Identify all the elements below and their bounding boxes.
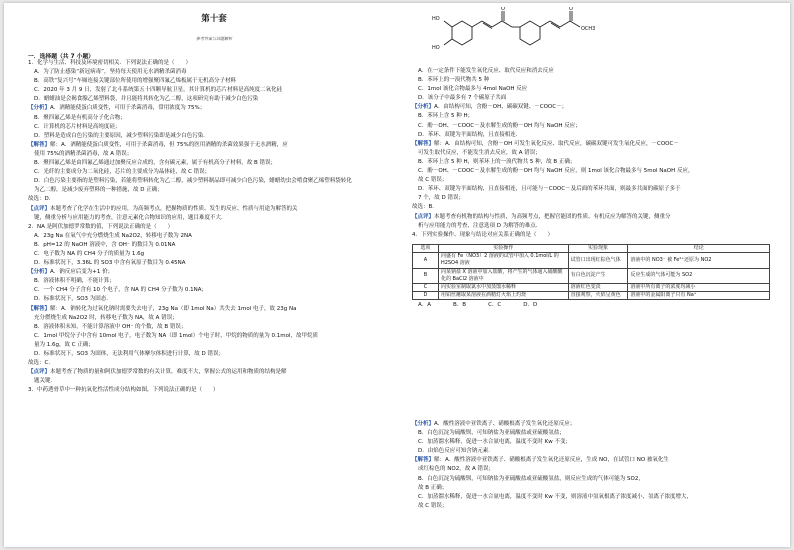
text-line: C．1mol 该化合物最多与 4mol NaOH 反应	[418, 86, 528, 93]
table-cell: D	[413, 292, 439, 300]
text-line: 1．化学与生活、科技及环境密切相关．下列说法正确的是（ ）	[28, 60, 192, 66]
text-line: A．23g Na 在氧气中充分燃烧生成 Na2O2，转移电子数为 2NA	[34, 232, 192, 239]
annotation-tag: 【解答】	[412, 457, 435, 464]
text-line: C．一个 CH4 分子含有 10 个电子，含 NA 的 CH4 分子数为 0.1NA；	[34, 287, 208, 294]
text-line: D．该分子中最多有 7 个碳原子共面	[418, 95, 507, 102]
text-line: C．加蒸馏水稀释，促进一水合氨电离，温度不变时 Kw 不变，则溶液中氢氧根离子浓度减小、氢离子浓度增大，	[418, 493, 692, 500]
annotation-tag: 【点评】	[412, 213, 435, 220]
annotation-text: A．酸性溶液中亚铁离子、硝酸根离子发生氧化还原反应；	[434, 421, 576, 427]
text-line: A．为了防止感染“新冠病毒”，坚持每天使用无水酒精杀菌消毒	[34, 69, 187, 76]
text-line	[28, 268, 400, 277]
text-line: 4．下列实验操作、现象与结论对应关系正确的是（ ）	[412, 231, 554, 238]
text-line: C．计算机的芯片材料是高纯度硅；	[34, 123, 121, 130]
text-line: 充分燃烧生成 Na2O2 时，转移电子数为 NA，故 A 错误；	[34, 314, 178, 321]
text-line: 成红棕色的 NO2，故 A 错误；	[418, 466, 494, 473]
annotation-text: 本题考查有机物的结构与性质，为高频考点，把握官能团的性质、有机反应为解答的关键，侧重分	[434, 213, 671, 220]
text-line	[412, 140, 784, 149]
text-line: B．高铁“复兴号”车厢连接关键部位所使用的增强聚四氟乙烯板属于无机高分子材料	[34, 78, 236, 85]
text-line: D．蜡蜡油是会褐食腺乙烯塑料袋，并且能将其转化为乙二醇，这项研究有助于减少白色污染	[34, 96, 259, 103]
table-cell: 溶液中的 NO3⁻ 被 Fe²⁺还原为 NO2	[628, 253, 770, 268]
phenyl-ring	[520, 21, 540, 45]
text-line: 故 B 正确；	[418, 484, 448, 491]
text-line: D．塑料是造成白色污染的主要原因，减少塑料污染即是减少白色污染．	[34, 132, 209, 139]
table-row	[413, 284, 770, 292]
annotation-tag: 【分析】	[28, 269, 51, 276]
text-line: D．苯环、双键为平面结构，且直接相连，且可能与－COOC－及后面的苯环共面，则最多共面的碳原子多于	[418, 186, 681, 193]
text-line	[412, 456, 784, 465]
table-header-cell: 选项	[413, 245, 439, 253]
text-line: B．苯环上的一溴代物共 5 种	[418, 77, 490, 84]
text-line: C．酚－OH、－COOC－及水解生成的酚－OH 均与 NaOH 反应；	[418, 122, 581, 129]
annotation-tag: 【点评】	[28, 369, 51, 376]
text-line: D．标准状况下，SO3 为固态．	[34, 296, 112, 303]
text-line: B．白色沉淀为硫酸钡，可知钠盐为亚硫酸盐或亚硫酸氢盐；	[418, 430, 565, 437]
right-text-block-a	[412, 67, 784, 240]
page-subtitle: 参考答案与试题解析	[196, 36, 232, 41]
text-line: 为乙二醇，是减少废弃塑料的一种措施，故 D 正确；	[34, 187, 163, 194]
text-line: 3．中药透骨草中一种抗氧化性活性成分结构如图，下列说法正确的是（ ）	[28, 387, 219, 394]
annotation-tag: 【解答】	[28, 141, 51, 148]
table-cell: 向盛有 Fe（NO3）2 溶液的试管中加入 0.1mol/L 的 H2SO4 溶液	[438, 253, 568, 268]
catechol-ring	[452, 21, 472, 45]
text-line	[28, 305, 400, 314]
text-line: 故 C 错误；	[418, 502, 448, 509]
text-line: B．聚四氟乙烯是有机高分子化合物；	[34, 114, 126, 121]
text-line: B．溶液体积未知，不能计算溶液中 OH⁻ 的个数，故 B 错误；	[34, 323, 187, 330]
annotation-text: 本题考查了物质的量和阿伏加德罗常数的有关计算，难度不大，掌握公式的运用和物质的结构是解	[50, 369, 287, 376]
text-line	[28, 205, 400, 214]
struct-label-o-1: O	[501, 7, 505, 12]
table-cell: 试管口出现红棕色气体	[568, 253, 628, 268]
table-row	[413, 253, 770, 268]
text-line: C．2020 年 3 月 9 日，发射了北斗系统第五十四颗导航卫星，其计算机的芯片材料是高纯度二氧化硅	[34, 87, 283, 94]
page-title: 第十套	[201, 14, 227, 24]
text-line: 故选：C．	[28, 360, 54, 367]
struct-label-o-2: O	[569, 7, 573, 12]
struct-label-ho-2: HO	[432, 45, 440, 51]
text-line: A．在一定条件下能发生氧化反应、取代反应和消去反应	[418, 68, 554, 74]
text-line	[28, 368, 400, 377]
annotation-text: 本题考查了化学在生活中的应用，为高频考点，把握物质的性质、发生的反应、性质与用途为解答的关	[50, 205, 298, 212]
text-line: 可发生取代反应，不能发生消去反应，故 A 错误；	[418, 149, 541, 156]
document-page	[4, 3, 790, 547]
text-line: B．苯环上含 5 种 H；	[418, 113, 474, 120]
text-line: C．电子数为 NA 的 CH4 分子的质量为 1.6g	[34, 250, 145, 257]
annotation-tag: 【分析】	[412, 421, 435, 427]
experiment-table	[412, 244, 770, 300]
answer-options: A．A B．B C．C D．D	[418, 302, 538, 309]
text-line: B．苯环上含 5 种 H，则苯环上的一溴代物共 5 种，故 B 正确；	[418, 158, 576, 165]
table-row	[413, 268, 770, 283]
text-line: D．苯环、双键为平面结构，且直接相连．	[418, 131, 522, 138]
text-line: D．白色污染主要指的是塑料污染，若能将塑料转化为乙二醇，减少塑料制品即可减少白色污染，蜡蜡幼虫会啃食聚乙烯塑料袋转化	[34, 178, 352, 185]
text-line: B．溶液体积不明确，不能计算；	[34, 278, 115, 285]
text-line: C．光纤的主要成分为二氧化硅，芯片的主要成分为晶体硅，故 C 错误；	[34, 169, 211, 176]
text-line	[28, 104, 400, 113]
struct-label-och3: OCH3	[581, 26, 596, 32]
text-line: 量为 1.6g，故 C 正确；	[34, 341, 94, 348]
right-text-block-b	[412, 420, 784, 511]
table-cell: 直接观察，火焰呈黄色	[568, 292, 628, 300]
text-line: 故 C 错误；	[418, 177, 448, 184]
text-line: 7 个，故 D 错误；	[418, 195, 464, 202]
section-heading: 一．选择题（共 7 小题）	[28, 54, 95, 60]
table-header-row	[413, 245, 770, 253]
annotation-text: 解：A．钠转化为过氧化钠时需要失去电子，23g Na（即 1mol Na）共失去 1mol 电子，故 23g Na	[50, 305, 297, 312]
annotation-tag: 【点评】	[28, 205, 51, 212]
annotation-text: A．钠反应后变为+1 价；	[50, 269, 114, 276]
annotation-tag: 【解答】	[412, 140, 435, 147]
table-cell: 溶液中的金属阳离子只有 Na⁺	[628, 292, 770, 300]
annotation-tag: 【解答】	[28, 305, 51, 312]
table-cell: A	[413, 253, 439, 268]
text-line	[28, 141, 400, 150]
text-line: 键，侧重分析与应用能力的考查，注意元素化合物知识的应用，题目难度不大．	[34, 214, 227, 221]
text-line: C．1mol 甲烷分子中含有 10mol 电子，电子数为 NA（即 1mol）个电子时，甲烷的物质的量为 0.1mol，故甲烷质	[34, 332, 318, 339]
table-cell: 有白色沉淀产生	[568, 268, 628, 283]
text-line: D．由焰色反应可知含钠元素．	[418, 448, 494, 455]
table-cell: 反应生成的气体可能为 SO2	[628, 268, 770, 283]
table-row	[413, 292, 770, 300]
experiment-table-wrap	[412, 242, 784, 311]
table-header-cell: 结论	[628, 245, 770, 253]
table-cell: B	[413, 268, 439, 283]
text-line: D．标准状况下，3.36L 的 SO3 中含有氧原子数目为 0.45NA	[34, 260, 186, 267]
text-line	[412, 103, 784, 112]
annotation-tag: 【分析】	[28, 105, 51, 112]
table-cell: 溶液红色变淡	[568, 284, 628, 292]
text-line: 使用 75%的酒精杀菌消毒，故 A 错误；	[34, 150, 133, 157]
table-cell: 溶液中所有离子的浓度均减小	[628, 284, 770, 292]
table-header-cell: 实验现象	[568, 245, 628, 253]
chemical-structure-diagram	[430, 7, 610, 67]
text-line: D．标准状况下，SO3 为固体，无法利用气体摩尔体积进行计算，故 D 错误；	[34, 351, 225, 357]
text-line: C．酚－OH、－COOC－及水解生成的酚－OH 均与 NaOH 反应，则 1mol 该化合物最多与 5mol NaOH 反应，	[418, 168, 694, 175]
annotation-text: A．由结构可知，含酚－OH、碳碳双键、－COOC－；	[434, 104, 568, 111]
annotation-text: 解：A．酒精能使蛋白质变性，可用于杀菌消毒，但 75%的医用酒精的杀菌效果强于无水酒精，应	[50, 141, 288, 148]
text-line	[412, 420, 784, 429]
text-line: 2．NA 是阿伏加德罗常数的值，下列说法正确的是（ ）	[28, 223, 174, 230]
table-cell: 向实验室制取氯水中加蒸馏水稀释	[438, 284, 568, 292]
table-header-cell: 实验操作	[438, 245, 568, 253]
annotation-tag: 【分析】	[412, 104, 435, 111]
text-line: B．聚四氟乙烯是由四氟乙烯通过加聚反应合成的，含有碳元素，属于有机高分子材料，故 B 错误；	[34, 160, 277, 167]
annotation-text: 解：A．酸性溶液中亚铁离子、硝酸根离子发生氧化还原反应，生成 NO，在试管口 NO 被氧化生	[434, 457, 669, 464]
table-cell: 向某钠盐 X 溶液中加入盐酸，将产生的气体通入硝酸酸化的 BaCl2 溶液中	[438, 268, 568, 283]
text-line: B．白色沉淀为硫酸钡，可知钠盐为亚硫酸盐或亚硫酸氢盐，则反应生成的气体可能为 SO2，	[418, 475, 644, 482]
table-cell: 用铂丝蘸取某溶液在酒精灯火焰上灼烧	[438, 292, 568, 300]
text-line: 故选：B．	[412, 204, 438, 211]
table-cell: C	[413, 284, 439, 292]
struct-label-ho-1: HO	[432, 16, 440, 22]
text-line: 故选：D．	[28, 196, 55, 203]
annotation-text: A．酒精能使蛋白质变性，可用于杀菌消毒，常用浓度为 75%；	[50, 105, 206, 112]
text-line	[412, 213, 784, 222]
annotation-text: 解：A．由结构可知，含酚－OH 可发生氧化反应、取代反应，碳碳双键可发生氧化反应，－COOC－	[434, 140, 679, 147]
text-line: C．加蒸馏水稀释，促进一水合氨电离，温度不变时 Kw 不变；	[418, 439, 571, 446]
text-line: 题关键．	[34, 378, 57, 385]
left-text-block	[28, 59, 400, 395]
text-line: 析与应用能力的考查，注意选项 D 为解答的难点．	[418, 222, 542, 229]
text-line: B．pH=12 的 NaOH 溶液中，含 OH⁻ 的数目为 0.01NA	[34, 241, 176, 248]
